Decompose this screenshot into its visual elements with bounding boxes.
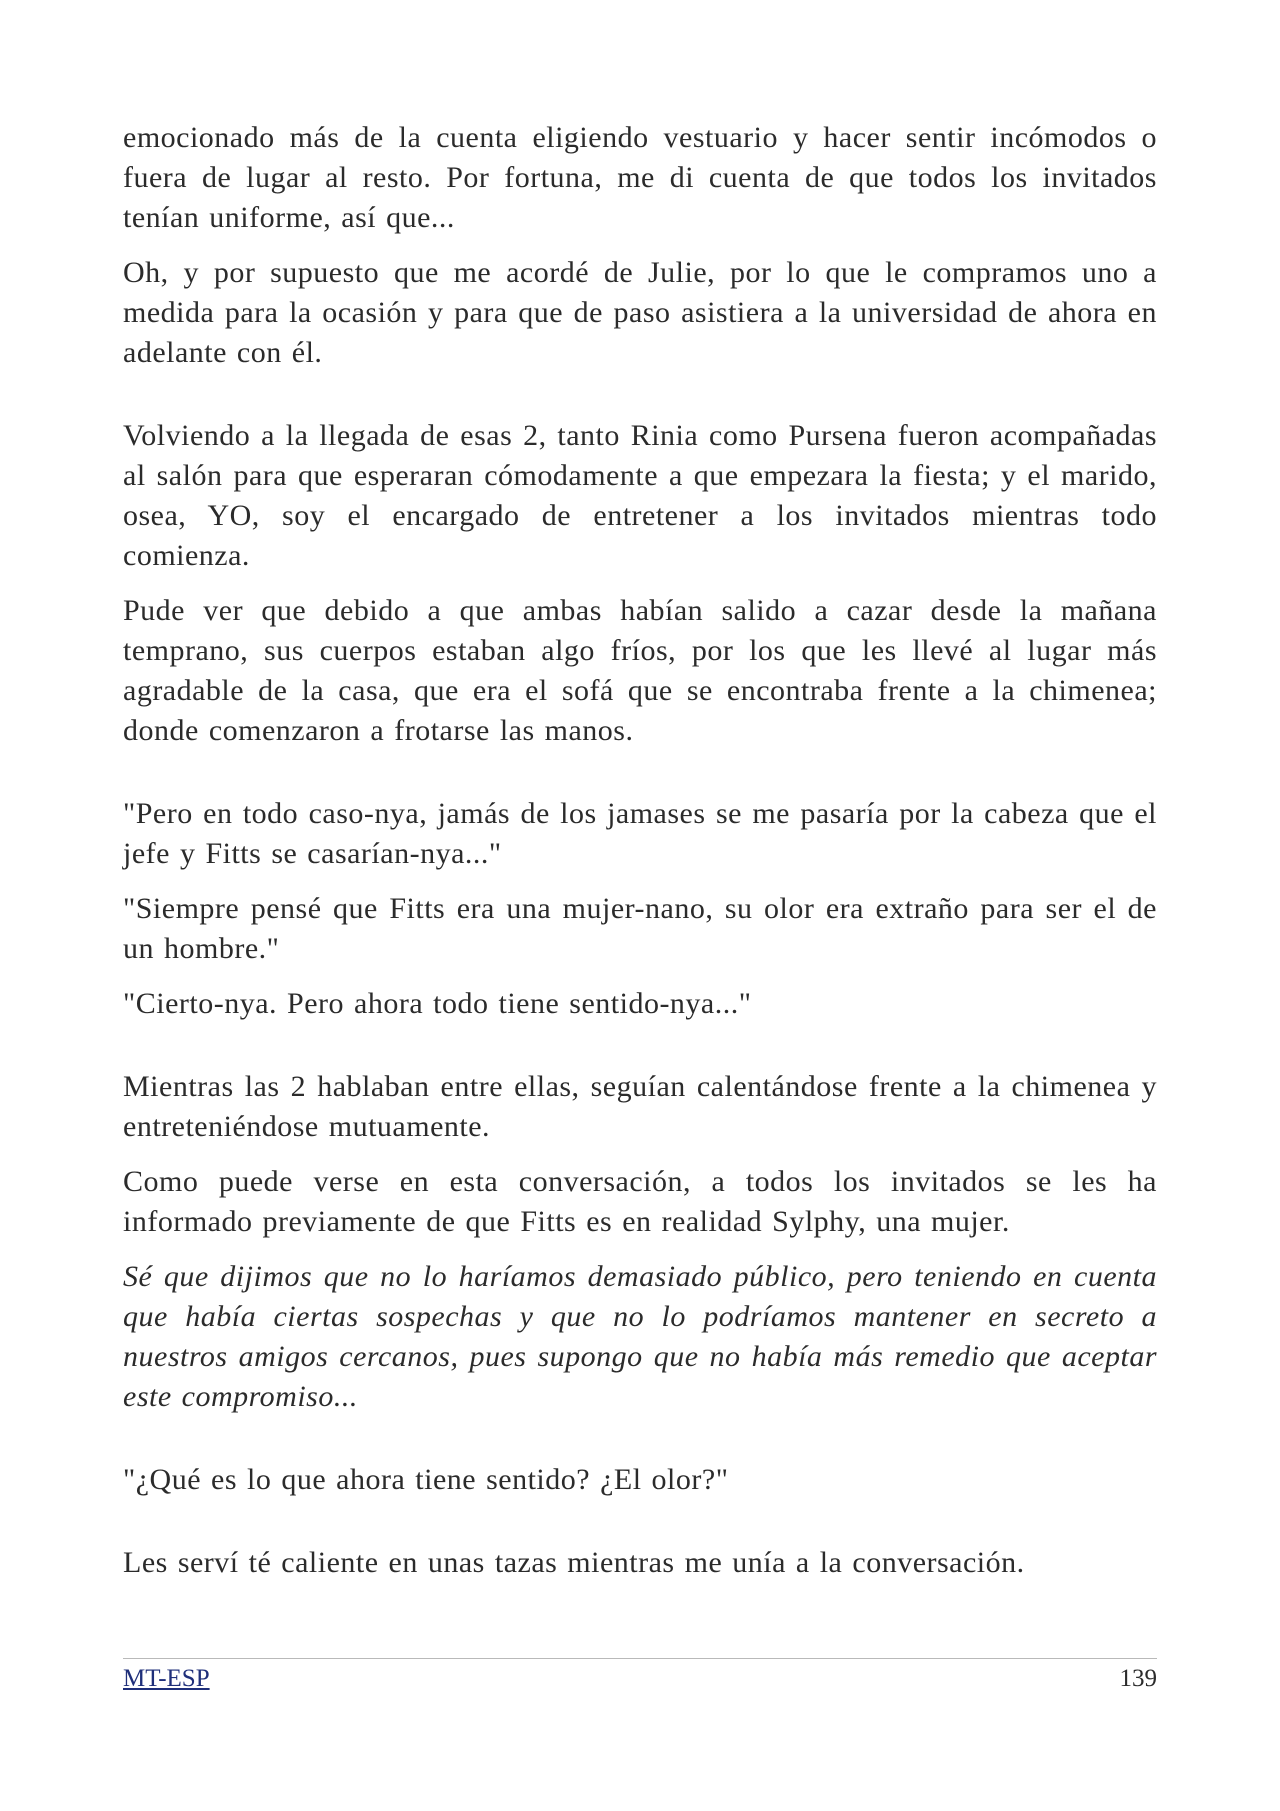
section-gap: [123, 388, 1157, 416]
dialogue-line: "Siempre pensé que Fitts era una mujer-nano, su olor era extraño para ser el de un hombre.": [123, 892, 1157, 965]
paragraph: Volviendo a la llegada de esas 2, tanto Rinia como Pursena fueron acompañadas al salón para que esperaran cómodamente a que empezara la fiesta; y el marido, osea, YO, soy el encargado de entretener a los invitados mientras todo comienza.: [123, 419, 1157, 572]
dialogue-line: "¿Qué es lo que ahora tiene sentido? ¿El olor?": [123, 1463, 729, 1496]
section-gap: [123, 1039, 1157, 1067]
section-gap: [123, 766, 1157, 794]
footer-brand-link[interactable]: MT-ESP: [123, 1665, 210, 1692]
section-gap: [123, 1515, 1157, 1543]
italic-thought-paragraph: Sé que dijimos que no lo haríamos demasiado público, pero teniendo en cuenta que había ciertas sospechas y que no lo podríamos mantener en secreto a nuestros amigos cercanos, pues supongo que no había más remedio que aceptar este compromiso...: [123, 1260, 1157, 1413]
paragraph: Oh, y por supuesto que me acordé de Julie, por lo que le compramos uno a medida para la ocasión y para que de paso asistiera a la universidad de ahora en adelante con él.: [123, 256, 1157, 369]
section-gap: [123, 1432, 1157, 1460]
page-footer: [123, 1658, 1157, 1693]
page-number: 139: [1119, 1665, 1157, 1692]
paragraph: emocionado más de la cuenta eligiendo vestuario y hacer sentir incómodos o fuera de lugar al resto. Por fortuna, me di cuenta de que todos los invitados tenían uniforme, así que...: [123, 121, 1157, 234]
paragraph: Les serví té caliente en unas tazas mientras me unía a la conversación.: [123, 1546, 1025, 1579]
dialogue-line: "Pero en todo caso-nya, jamás de los jamases se me pasaría por la cabeza que el jefe y Fitts se casarían-nya...": [123, 797, 1157, 870]
page-body: [123, 118, 1157, 1598]
dialogue-line: "Cierto-nya. Pero ahora todo tiene sentido-nya...": [123, 987, 752, 1020]
paragraph: Pude ver que debido a que ambas habían salido a cazar desde la mañana temprano, sus cuerpos estaban algo fríos, por los que les llevé al lugar más agradable de la casa, que era el sofá que se encontraba frente a la chimenea; donde comenzaron a frotarse las manos.: [123, 594, 1157, 747]
paragraph: Como puede verse en esta conversación, a todos los invitados se les ha informado previamente de que Fitts es en realidad Sylphy, una mujer.: [123, 1165, 1157, 1238]
paragraph: Mientras las 2 hablaban entre ellas, seguían calentándose frente a la chimenea y entreteniéndose mutuamente.: [123, 1070, 1157, 1143]
